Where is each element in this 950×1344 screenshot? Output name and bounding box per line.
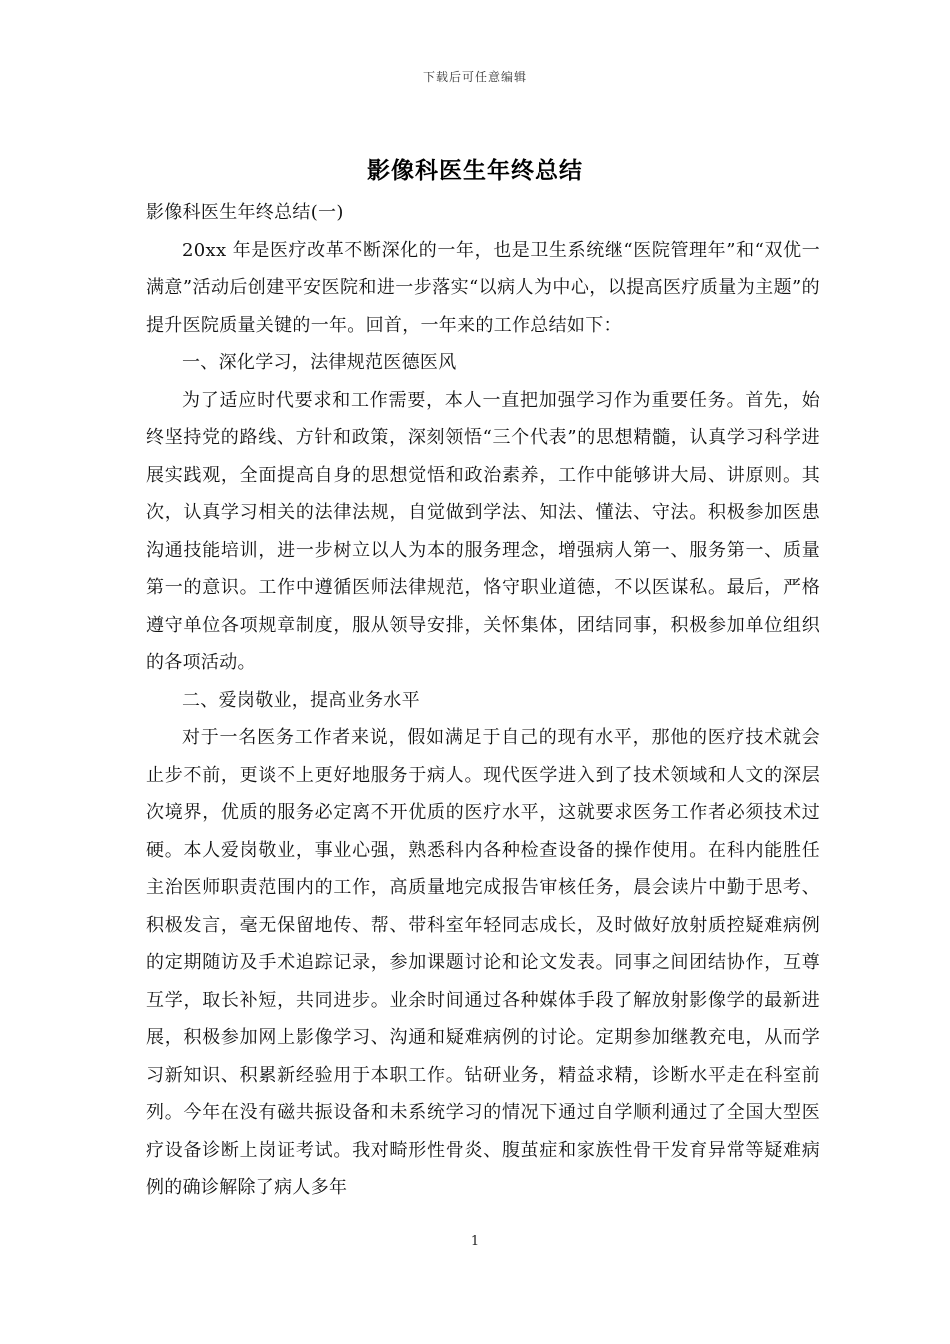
section-2-paragraph: 对于一名医务工作者来说，假如满足于自己的现有水平，那他的医疗技术就会止步不前，更谈不上更好地服务于病人。现代医学进入到了技术领域和人文的深层次境界，优质的服务必定离不开优质的医疗水平，这就要求医务工作者必须技术过硬。本人爱岗敬业，事业心强，熟悉科内各种检查设备的操作使用。在科内能胜任主治医师职责范围内的工作，高质量地完成报告审核任务，晨会读片中勤于思考、积极发言，毫无保留地传、帮、带科室年轻同志成长，及时做好放射质控疑难病例的定期随访及手术追踪记录，参加课题讨论和论文发表。同事之间团结协作，互尊互学，取长补短，共同进步。业余时间通过各种媒体手段了解放射影像学的最新进展，积极参加网上影像学习、沟通和疑难病例的讨论。定期参加继教充电，从而学习新知识、积累新经验用于本职工作。钻研业务，精益求精，诊断水平走在科室前列。今年在没有磁共振设备和未系统学习的情况下通过自学顺利通过了全国大型医疗设备诊断上岗证考试。我对畸形性骨炎、腹茧症和家族性骨干发育异常等疑难病例的确诊解除了病人多年	[146, 727, 820, 1198]
intro-paragraph: 20xx 年是医疗改革不断深化的一年，也是卫生系统继“医院管理年”和“双优一满意”活动后创建平安医院和进一步落实“以病人为中心，以提高医疗质量为主题”的提升医院质量关键的一年。回首，一年来的工作总结如下：	[146, 239, 820, 336]
document-body	[146, 194, 820, 1207]
page-number: 1	[470, 1234, 480, 1249]
document-subtitle: 影像科医生年终总结(一)	[146, 202, 344, 223]
section-heading-1: 一、深化学习，法律规范医德医风	[182, 352, 457, 373]
document-title: 影像科医生年终总结	[367, 157, 583, 184]
section-heading-2: 二、爱岗敬业，提高业务水平	[182, 689, 420, 711]
header-note: 下载后可任意编辑	[422, 70, 527, 84]
section-1-paragraph: 为了适应时代要求和工作需要，本人一直把加强学习作为重要任务。首先，始终坚持党的路线、方针和政策，深刻领悟“三个代表”的思想精髓，认真学习科学进展实践观，全面提高自身的思想觉悟和政治素养，工作中能够讲大局、讲原则。其次，认真学习相关的法律法规，自觉做到学法、知法、懂法、守法。积极参加医患沟通技能培训，进一步树立以人为本的服务理念，增强病人第一、服务第一、质量第一的意识。工作中遵循医师法律规范，恪守职业道德，不以医谋私。最后，严格遵守单位各项规章制度，服从领导安排，关怀集体，团结同事，积极参加单位组织的各项活动。	[146, 389, 820, 673]
